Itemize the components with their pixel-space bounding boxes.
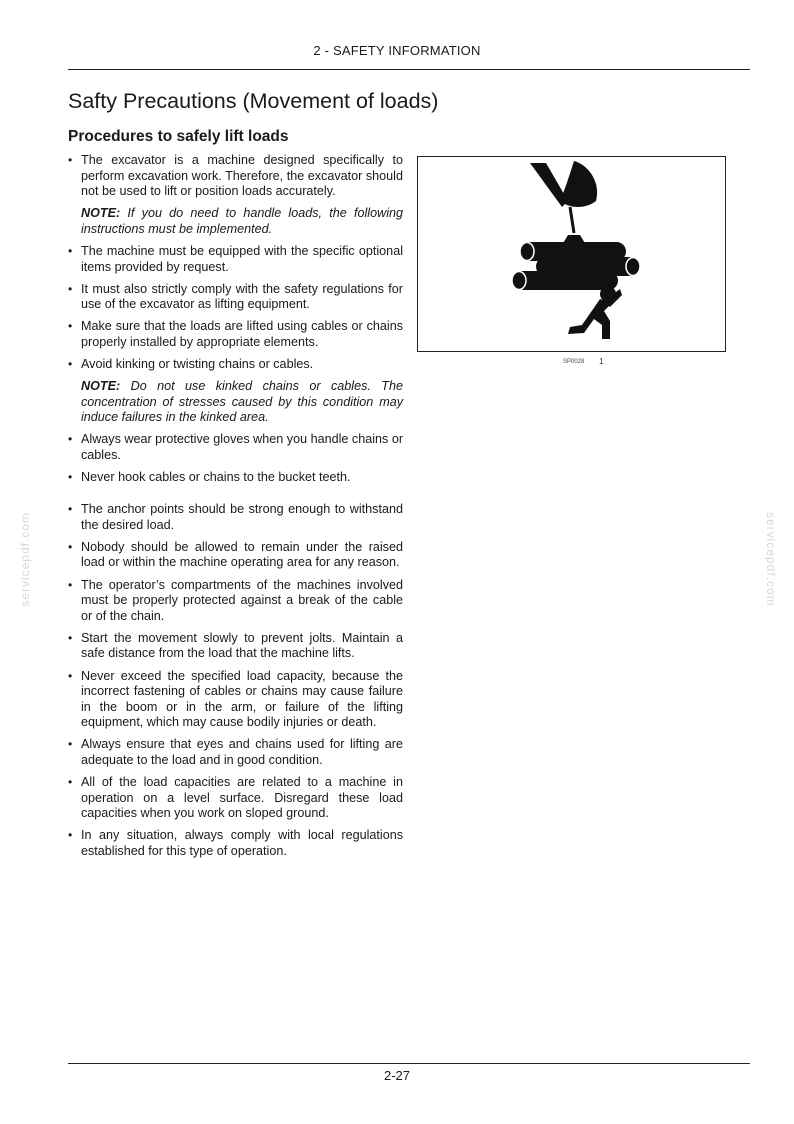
bullet-dot: • [68,502,73,517]
bullet-dot: • [68,775,73,790]
bullet-dot: • [68,243,73,258]
watermark-right: servicepdf.com [764,512,778,607]
bullet-dot: • [68,281,73,296]
bullet-text: Always ensure that eyes and chains used for lifting are adequate to the load and in good condition. [81,737,403,767]
bullet-dot: • [68,737,73,752]
note [81,206,403,237]
bullet-dot: • [68,828,73,843]
bullet-dot: • [68,577,73,592]
note-text: Do not use kinked chains or cables. The concentration of stresses caused by this condition may induce failures in the kinked area. [81,379,404,425]
bullet-text: The machine must be equipped with the specific optional items provided by request. [81,243,403,274]
bullet-item [68,357,403,373]
running-header: 2 - SAFETY INFORMATION [313,43,481,58]
bullet-text: The anchor points should be strong enough to withstand the desired load. [81,502,403,532]
bullet-item [68,282,403,313]
bullet-dot: • [68,432,73,447]
bullet-text: All of the load capacities are related to a machine in operation on a level surface. Disregard these load capacities when you work on sloped ground. [81,775,403,821]
bullet-item [68,828,403,859]
watermark-left: servicepdf.com [18,512,32,607]
bullet-text: Nobody should be allowed to remain under the raised load or within the machine operating area for any reason. [81,539,403,570]
bullet-dot: • [68,539,73,554]
note-label: NOTE: [81,379,121,394]
bullet-item [68,153,403,200]
section-title: Procedures to safely lift loads [68,128,289,145]
bullet-item [68,631,403,662]
bullet-text: Avoid kinking or twisting chains or cables. [81,357,314,372]
bullet-item [68,470,403,486]
bullet-dot: • [68,470,73,485]
bullet-text: Never exceed the specified load capacity, because the incorrect fastening of cables or chains may cause failure in the boom or in the arm, or failure of the lifting equipment, which may cause bodily injuries or death. [81,668,403,730]
bullet-dot: • [68,319,73,334]
bullet-item [68,669,403,731]
spacer [68,492,403,502]
bullet-item [68,432,403,463]
bullet-dot: • [68,153,73,167]
instruction-list [68,153,403,866]
bullet-item [68,737,403,768]
bullet-text: The operator’s compartments of the machines involved must be properly protected against a break of the cable or of the chain. [81,577,403,623]
bullet-item [68,244,403,275]
figure-number: 1 [599,356,604,366]
page-title: Safty Precautions (Movement of loads) [68,89,439,113]
bullet-dot: • [68,668,73,683]
bullet-text: In any situation, always comply with local regulations established for this type of operation. [81,828,403,858]
bullet-item [68,502,403,533]
figure-code: SP0028 [563,359,585,365]
bullet-text: It must also strictly comply with the safety regulations for use of the excavator as lifting equipment. [81,281,403,312]
bullet-item [68,319,403,350]
bullet-text: Make sure that the loads are lifted using cables or chains properly installed by appropriate elements. [81,319,403,349]
bullet-item [68,578,403,625]
footer-rule [68,1063,750,1064]
bullet-text: Start the movement slowly to prevent jolts. Maintain a safe distance from the load that the machine lifts. [81,630,403,661]
bullet-dot: • [68,357,73,372]
bullet-text: Never hook cables or chains to the bucket teeth. [81,470,351,485]
bullet-item [68,540,403,571]
bullet-text: The excavator is a machine designed specifically to perform excavation work. Therefore, the excavator should not be used to lift or position loads accurately. [81,153,403,199]
note-label: NOTE: [81,206,121,221]
page-number: 2-27 [383,1068,411,1083]
bullet-item [68,775,403,822]
header-rule [68,69,750,70]
illustration-frame [417,156,726,352]
bullet-text: Always wear protective gloves when you handle chains or cables. [81,432,404,462]
bullet-dot: • [68,630,73,645]
load-crush-warning-icon [418,157,725,351]
note-text: If you do need to handle loads, the following instructions must be implemented. [81,206,403,236]
note [81,379,403,426]
